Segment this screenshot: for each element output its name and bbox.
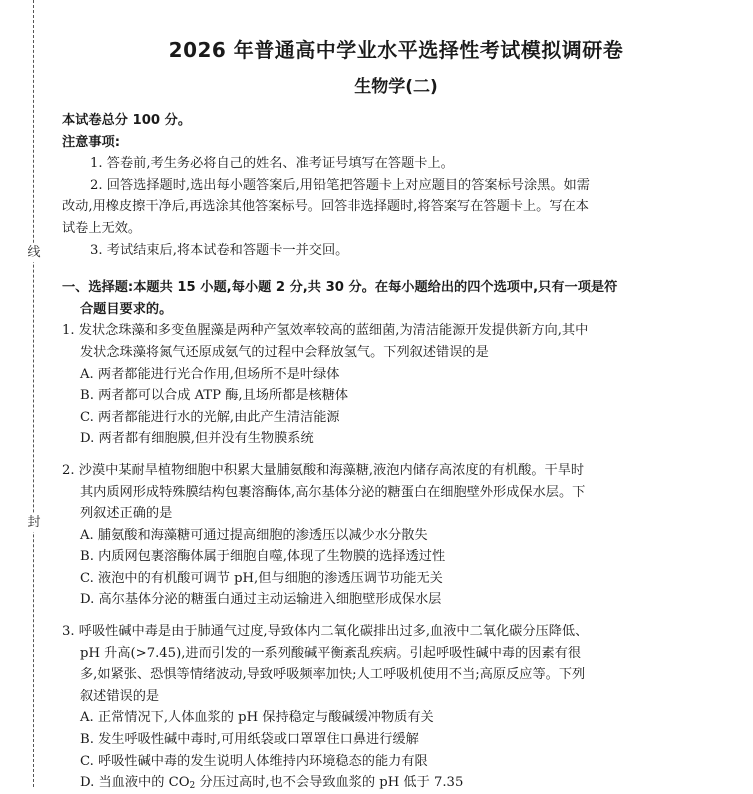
total-score: 本试卷总分 100 分。 — [62, 113, 192, 128]
notice-item-2-line-2: 改动,用橡皮擦干净后,再选涂其他答案标号。回答非选择题时,将答案写在答题卡上。写在本 — [62, 199, 589, 215]
question-3-option-d-text-start: D. 当血液中的 CO — [80, 775, 190, 791]
exam-title: 2026 年普通高中学业水平选择性考试模拟调研卷 — [168, 38, 624, 62]
notice-item-2-line-3: 试卷上无效。 — [62, 220, 142, 236]
question-2 — [62, 460, 730, 611]
question-2-stem-line-3: 列叙述正确的是 — [80, 506, 173, 522]
binding-mark-xian: 线 — [24, 244, 44, 262]
question-1-stem-line-2: 发状念珠藻将氮气还原成氨气的过程中会释放氢气。下列叙述错误的是 — [80, 344, 489, 360]
question-3-stem-line-2: pH 升高(>7.45),进而引发的一系列酸碱平衡紊乱疾病。引起呼吸性碱中毒的因素有很 — [80, 645, 582, 661]
section-heading-line-1: 一、选择题:本题共 15 小题,每小题 2 分,共 30 分。在每小题给出的四个选项中,只有一项是符 — [62, 280, 618, 296]
notice-item-1: 1. 答卷前,考生务必将自己的姓名、准考证号填写在答题卡上。 — [90, 156, 454, 172]
binding-mark-feng: 封 — [24, 514, 44, 532]
binding-dashed-line — [33, 0, 34, 787]
exam-subtitle: 生物学(二) — [354, 77, 438, 97]
question-3-option-d — [62, 772, 730, 794]
question-3 — [62, 621, 730, 794]
notice-heading: 注意事项: — [62, 134, 121, 150]
question-2-option-c: C. 液泡中的有机酸可调节 pH,但与细胞的渗透压调节功能无关 — [80, 570, 443, 586]
question-1 — [62, 320, 730, 450]
section-heading-line-2: 合题目要求的。 — [80, 301, 173, 317]
question-1-option-d: D. 两者都有细胞膜,但并没有生物膜系统 — [80, 431, 314, 447]
question-3-option-c: C. 呼吸性碱中毒的发生说明人体维持内环境稳态的能力有限 — [80, 753, 428, 769]
question-1-option-c: C. 两者都能进行水的光解,由此产生清洁能源 — [80, 409, 340, 425]
co2-subscript: 2 — [189, 781, 196, 792]
question-2-stem-line-1: 2. 沙漠中某耐旱植物细胞中积累大量脯氨酸和海藻糖,液泡内储存高浓度的有机酸。干旱时 — [62, 462, 585, 478]
notice-item-3: 3. 考试结束后,将本试卷和答题卡一并交回。 — [90, 242, 349, 258]
exam-body — [62, 110, 730, 794]
question-3-option-a: A. 正常情况下,人体血浆的 pH 保持稳定与酸碱缓冲物质有关 — [80, 710, 434, 726]
question-3-stem-line-1: 3. 呼吸性碱中毒是由于肺通气过度,导致体内二氧化碳排出过多,血液中二氧化碳分压降低、 — [62, 624, 589, 640]
question-3-option-b: B. 发生呼吸性碱中毒时,可用纸袋或口罩罩住口鼻进行缓解 — [80, 732, 419, 748]
question-2-stem-line-2: 其内质网形成特殊膜结构包裹溶酶体,高尔基体分泌的糖蛋白在细胞壁外形成保水层。下 — [80, 484, 586, 500]
question-3-stem-line-3: 多,如紧张、恐惧等情绪波动,导致呼吸频率加快;人工呼吸机使用不当;高原反应等。下列 — [80, 667, 586, 683]
question-2-option-a: A. 脯氨酸和海藻糖可通过提高细胞的渗透压以减少水分散失 — [80, 527, 428, 543]
question-2-option-b: B. 内质网包裹溶酶体属于细胞自噬,体现了生物膜的选择透过性 — [80, 549, 446, 565]
question-2-option-d: D. 高尔基体分泌的糖蛋白通过主动运输进入细胞壁形成保水层 — [80, 592, 442, 608]
notice-item-2-line-1: 2. 回答选择题时,选出每小题答案后,用铅笔把答题卡上对应题目的答案标号涂黑。如需 — [90, 177, 590, 193]
question-1-option-b: B. 两者都可以合成 ATP 酶,且场所都是核糖体 — [80, 388, 349, 404]
question-1-stem-line-1: 1. 发状念珠藻和多变鱼腥藻是两种产氢效率较高的蓝细菌,为清洁能源开发提供新方向,其中 — [62, 323, 589, 339]
question-3-option-d-text-end: 分压过高时,也不会导致血浆的 pH 低于 7.35 — [195, 775, 464, 791]
question-3-stem-line-4: 叙述错误的是 — [80, 688, 160, 704]
question-1-option-a: A. 两者都能进行光合作用,但场所不是叶绿体 — [80, 366, 340, 382]
